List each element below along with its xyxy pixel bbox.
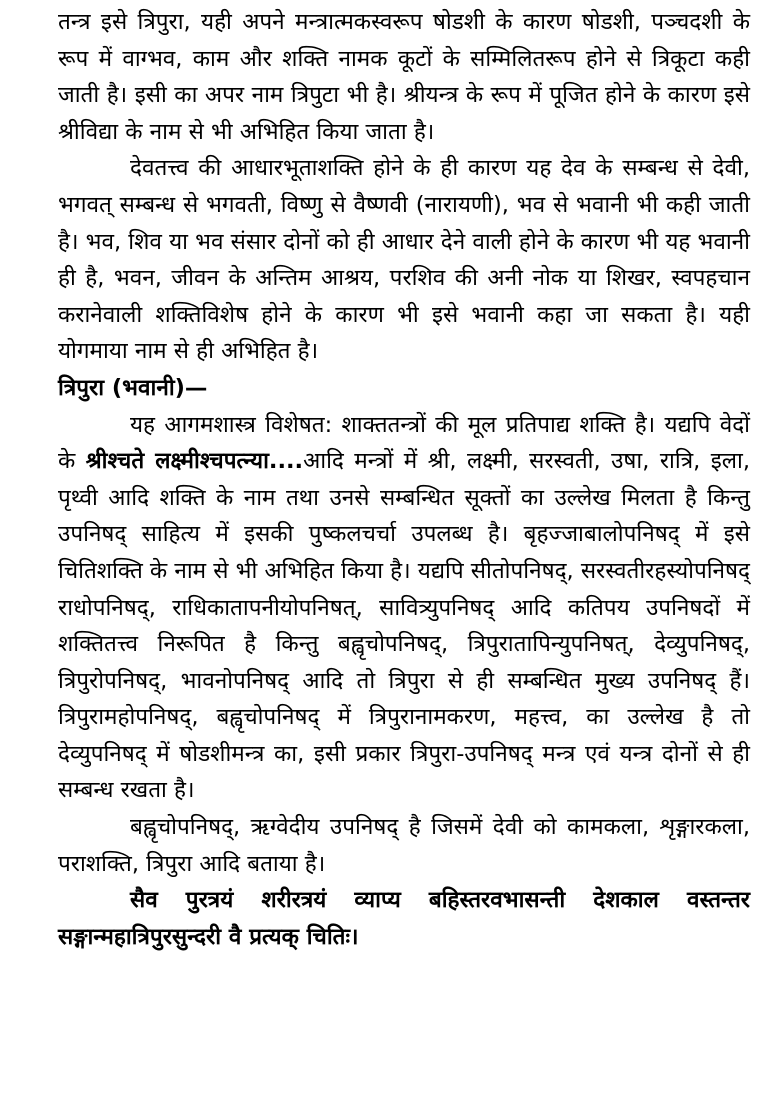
paragraph-agamashastra-lead: यह आगमशास्त्र विशेषत: शाक्ततन्त्रों की मूल प्रतिपाद्य शक्ति है। यद्यपि वेदों के bbox=[58, 411, 750, 475]
paragraph-devatattva: देवतत्त्व की आधारभूताशक्ति होने के ही कारण यह देव के सम्बन्ध से देवी, भगवत् सम्बन्ध से भगवती, विष्णु से वैष्णवी (नारायणी), भव से भवानी भी कही जाती है। भव, शिव या भव संसार दोनों को ही आधार देने वाली होने के कारण भी यह भवानी ही है, भवन, जीवन के अन्तिम आश्रय, परशिव की अनी नोक या शिखर, स्वपहचान करानेवाली शक्तिविशेष होने के कारण भी इसे भवानी कहा जा सकता है। यही योगमाया नाम से ही अभिहित है। bbox=[58, 155, 750, 365]
paragraph-tripura-intro: तन्त्र इसे त्रिपुरा, यही अपने मन्त्रात्मकस्वरूप षोडशी के कारण षोडशी, पञ्चदशी के रूप में वाग्भव, काम और शक्ति नामक कूटों के सम्मिलितरूप होने से त्रिकूटा कही जाती है। इसी का अपर नाम त्रिपुटा भी है। श्रीयन्त्र के रूप में पूजित होने के कारण इसे श्रीविद्या के नाम से भी अभिहित किया जाता है। bbox=[58, 9, 750, 145]
page-text bbox=[58, 4, 750, 955]
sanskrit-verse: सैव पुरत्रयं शरीरत्रयं व्याप्य बहिस्तरवभासन्ती देशकाल वस्तन्तर सङ्गान्महात्रिपुरसुन्दरी वै प्रत्यक् चितिः। bbox=[58, 887, 750, 950]
paragraph-bahvricha: बह्वृचोपनिषद्, ऋग्वेदीय उपनिषद् है जिसमें देवी को कामकला, शृङ्गारकला, पराशक्ति, त्रिपुरा आदि बताया है। bbox=[58, 814, 750, 877]
section-heading: त्रिपुरा (भवानी)— bbox=[58, 374, 208, 401]
paragraph-agamashastra-rest: आदि मन्त्रों में श्री, लक्ष्मी, सरस्वती, उषा, रात्रि, इला, पृथ्वी आदि शक्ति के नाम तथा उनसे सम्बन्धित सूक्तों का उल्लेख मिलता है किन्तु उपनिषद् साहित्य में इसकी पुष्कलचर्चा उपलब्ध है। बृहज्जाबालोपनिषद् में इसे चितिशक्ति के नाम से भी अभिहित किया है। यद्यपि सीतोपनिषद्, सरस्वतीरहस्योपनिषद् राधोपनिषद्, राधिकातापनीयोपनिषत्, सावित्र्युपनिषद् आदि कतिपय उपनिषदों में शक्तितत्त्व निरूपित है किन्तु बह्वृचोपनिषद्, त्रिपुरातापिन्युपनिषत्, देव्युपनिषद्, त्रिपुरोपनिषद्, भावनोपनिषद् आदि तो त्रिपुरा से ही सम्बन्धित मुख्य उपनिषद् हैं। त्रिपुरामहोपनिषद्, बह्वृचोपनिषद् में त्रिपुरानामकरण, महत्त्व, का उल्लेख है तो देव्युपनिषद् में षोडशीमन्त्र का, इसी प्रकार त्रिपुरा-उपनिषद् मन्त्र एवं यन्त्र दोनों से ही सम्बन्ध रखता है। bbox=[58, 448, 751, 804]
vedic-mantra-quote: श्रीश्चते लक्ष्मीश्चपत्न्या.... bbox=[85, 448, 304, 475]
paragraph-agamashastra bbox=[58, 407, 750, 810]
